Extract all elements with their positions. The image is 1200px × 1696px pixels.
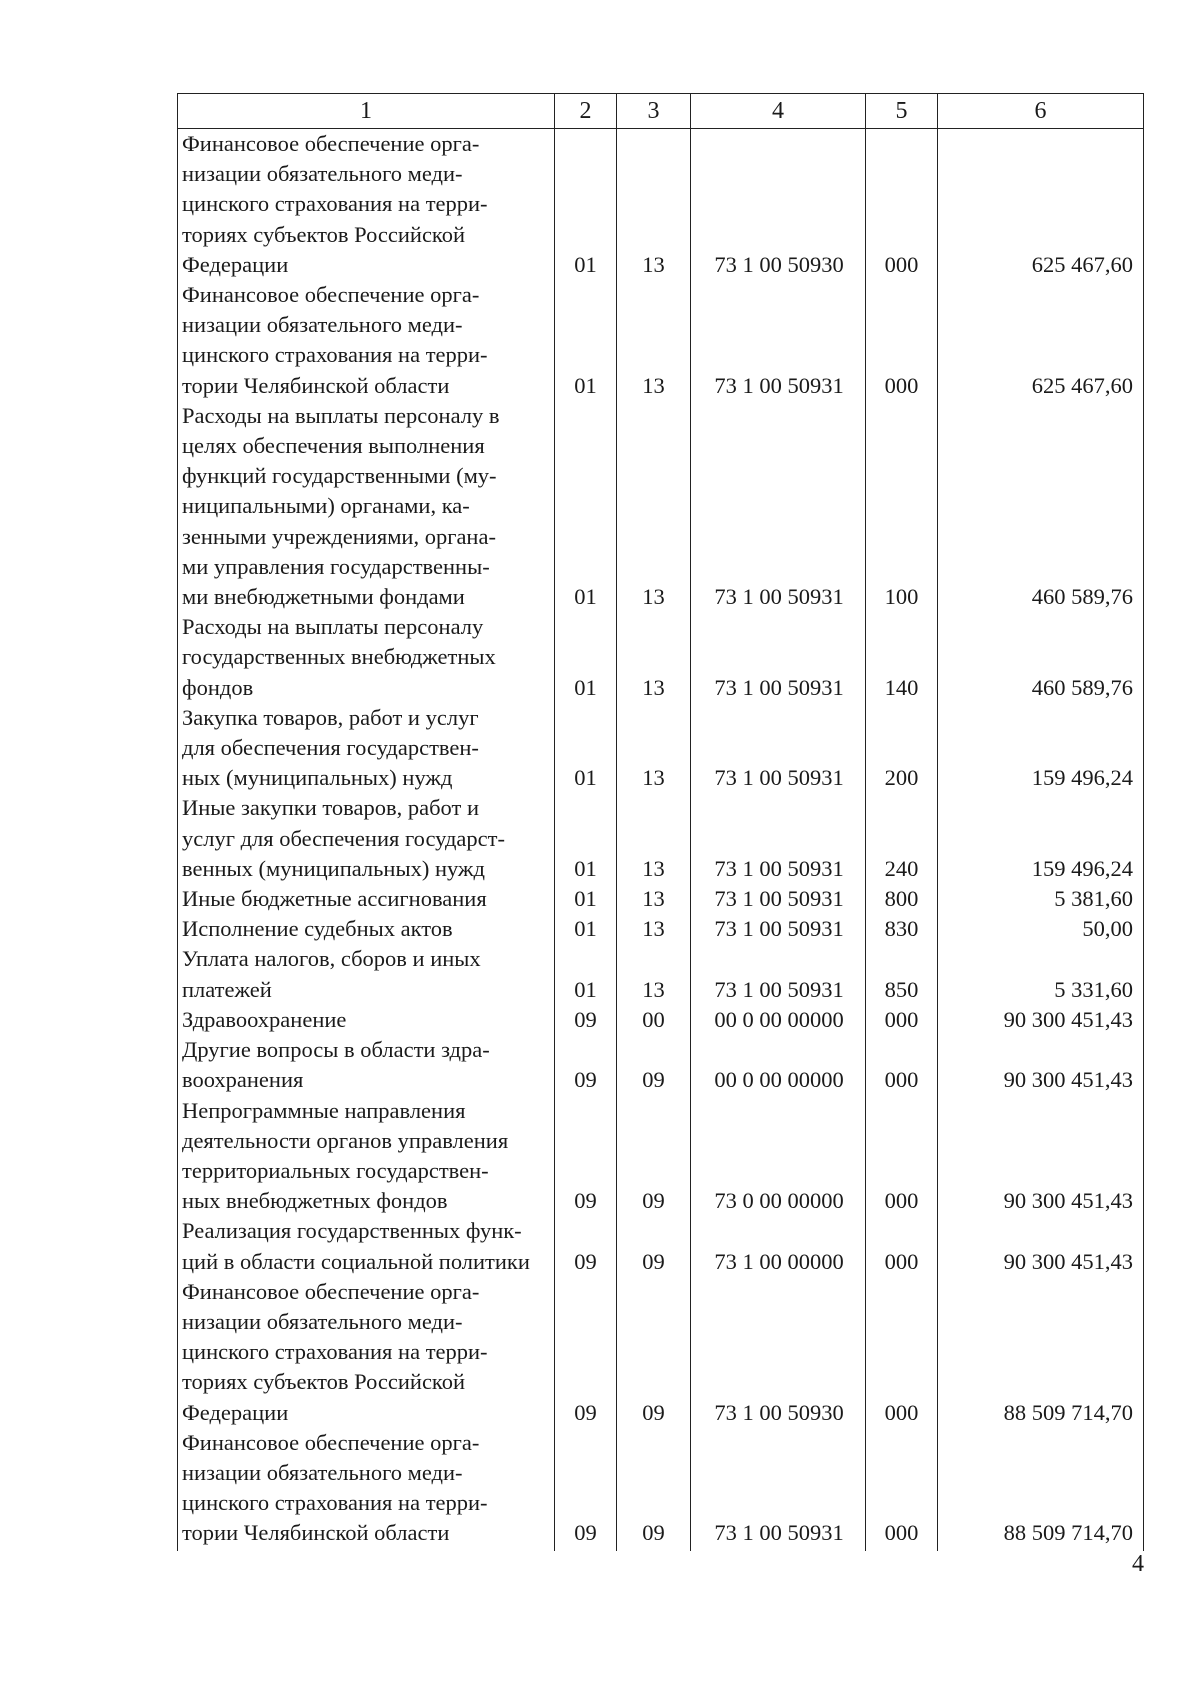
row-target-code: 73 1 00 50930 — [691, 1277, 866, 1428]
row-target-code: 73 1 00 50931 — [691, 914, 866, 944]
row-amount: 625 467,60 — [938, 129, 1144, 281]
row-expense-type: 830 — [866, 914, 938, 944]
row-subsection: 09 — [617, 1428, 691, 1551]
row-name: Расходы на выплаты персоналу государственных внебюджетных фондов — [178, 612, 555, 703]
row-section: 01 — [555, 944, 617, 1004]
row-section: 09 — [555, 1428, 617, 1551]
row-amount: 90 300 451,43 — [938, 1216, 1144, 1276]
table-row — [178, 1216, 1144, 1276]
row-section: 01 — [555, 914, 617, 944]
row-expense-type: 200 — [866, 703, 938, 794]
row-amount: 50,00 — [938, 914, 1144, 944]
row-section: 01 — [555, 703, 617, 794]
table-header-row — [178, 94, 1144, 129]
row-expense-type: 000 — [866, 1428, 938, 1551]
row-amount: 460 589,76 — [938, 612, 1144, 703]
row-section: 01 — [555, 401, 617, 612]
row-amount: 90 300 451,43 — [938, 1096, 1144, 1217]
row-subsection: 13 — [617, 884, 691, 914]
row-target-code: 73 1 00 00000 — [691, 1216, 866, 1276]
row-name: Уплата налогов, сборов и иных платежей — [178, 944, 555, 1004]
row-name: Финансовое обеспечение орга- низации обязательного меди- цинского страхования на терри- тории Челябинской области — [178, 280, 555, 401]
row-target-code: 73 1 00 50931 — [691, 280, 866, 401]
row-expense-type: 100 — [866, 401, 938, 612]
row-amount: 159 496,24 — [938, 703, 1144, 794]
row-expense-type: 850 — [866, 944, 938, 1004]
row-expense-type: 000 — [866, 1005, 938, 1035]
table-row — [178, 1096, 1144, 1217]
row-subsection: 09 — [617, 1216, 691, 1276]
row-subsection: 13 — [617, 944, 691, 1004]
column-header-4: 4 — [691, 94, 866, 129]
row-name: Иные закупки товаров, работ и услуг для обеспечения государст- венных (муниципальных) нужд — [178, 793, 555, 884]
row-target-code: 00 0 00 00000 — [691, 1005, 866, 1035]
row-expense-type: 240 — [866, 793, 938, 884]
row-target-code: 73 1 00 50931 — [691, 944, 866, 1004]
row-amount: 5 381,60 — [938, 884, 1144, 914]
table-row — [178, 793, 1144, 884]
row-subsection: 00 — [617, 1005, 691, 1035]
row-subsection: 13 — [617, 280, 691, 401]
table-row — [178, 1035, 1144, 1095]
table-row — [178, 612, 1144, 703]
column-header-1: 1 — [178, 94, 555, 129]
row-section: 01 — [555, 280, 617, 401]
row-amount: 5 331,60 — [938, 944, 1144, 1004]
table-row — [178, 944, 1144, 1004]
row-section: 09 — [555, 1035, 617, 1095]
row-target-code: 73 1 00 50931 — [691, 401, 866, 612]
row-name: Другие вопросы в области здра- воохранения — [178, 1035, 555, 1095]
row-name: Финансовое обеспечение орга- низации обязательного меди- цинского страхования на терри- ториях субъектов Российской Федерации — [178, 1277, 555, 1428]
row-target-code: 73 1 00 50931 — [691, 612, 866, 703]
table-row — [178, 703, 1144, 794]
table-row — [178, 1277, 1144, 1428]
table-row — [178, 129, 1144, 281]
row-name: Финансовое обеспечение орга- низации обязательного меди- цинского страхования на терри- ториях субъектов Российской Федерации — [178, 129, 555, 281]
row-subsection: 13 — [617, 612, 691, 703]
row-name: Исполнение судебных актов — [178, 914, 555, 944]
row-subsection: 09 — [617, 1035, 691, 1095]
row-expense-type: 800 — [866, 884, 938, 914]
row-name: Реализация государственных функ- ций в области социальной политики — [178, 1216, 555, 1276]
row-target-code: 73 1 00 50930 — [691, 129, 866, 281]
row-name: Закупка товаров, работ и услуг для обеспечения государствен- ных (муниципальных) нужд — [178, 703, 555, 794]
row-subsection: 09 — [617, 1096, 691, 1217]
row-amount: 159 496,24 — [938, 793, 1144, 884]
row-expense-type: 000 — [866, 1096, 938, 1217]
row-section: 09 — [555, 1005, 617, 1035]
row-target-code: 73 1 00 50931 — [691, 703, 866, 794]
row-name: Финансовое обеспечение орга- низации обязательного меди- цинского страхования на терри- тории Челябинской области — [178, 1428, 555, 1551]
page-number: 4 — [1132, 1551, 1144, 1577]
row-subsection: 13 — [617, 401, 691, 612]
row-amount: 90 300 451,43 — [938, 1035, 1144, 1095]
row-target-code: 00 0 00 00000 — [691, 1035, 866, 1095]
budget-table — [177, 93, 1144, 1551]
table-row — [178, 914, 1144, 944]
row-expense-type: 000 — [866, 1035, 938, 1095]
column-header-2: 2 — [555, 94, 617, 129]
row-amount: 460 589,76 — [938, 401, 1144, 612]
row-amount: 90 300 451,43 — [938, 1005, 1144, 1035]
row-amount: 625 467,60 — [938, 280, 1144, 401]
row-name: Здравоохранение — [178, 1005, 555, 1035]
row-name: Иные бюджетные ассигнования — [178, 884, 555, 914]
row-target-code: 73 1 00 50931 — [691, 1428, 866, 1551]
row-expense-type: 000 — [866, 280, 938, 401]
row-subsection: 13 — [617, 914, 691, 944]
row-subsection: 13 — [617, 703, 691, 794]
table-row — [178, 1428, 1144, 1551]
table-row — [178, 884, 1144, 914]
table-row — [178, 280, 1144, 401]
row-expense-type: 000 — [866, 1277, 938, 1428]
row-subsection: 09 — [617, 1277, 691, 1428]
column-header-6: 6 — [938, 94, 1144, 129]
row-target-code: 73 1 00 50931 — [691, 884, 866, 914]
row-amount: 88 509 714,70 — [938, 1428, 1144, 1551]
row-subsection: 13 — [617, 129, 691, 281]
row-section: 09 — [555, 1277, 617, 1428]
row-section: 01 — [555, 884, 617, 914]
table-row — [178, 1005, 1144, 1035]
column-header-3: 3 — [617, 94, 691, 129]
row-expense-type: 000 — [866, 1216, 938, 1276]
table-row — [178, 401, 1144, 612]
row-amount: 88 509 714,70 — [938, 1277, 1144, 1428]
row-section: 01 — [555, 793, 617, 884]
row-subsection: 13 — [617, 793, 691, 884]
row-expense-type: 000 — [866, 129, 938, 281]
row-name: Расходы на выплаты персоналу в целях обеспечения выполнения функций государственными (му- ниципальными) органами, ка- зенными учреждениями, органа- ми управления государственны- ми внебюджетными фондами — [178, 401, 555, 612]
row-section: 01 — [555, 129, 617, 281]
row-section: 09 — [555, 1216, 617, 1276]
budget-table-container — [177, 93, 1143, 1551]
row-section: 01 — [555, 612, 617, 703]
row-section: 09 — [555, 1096, 617, 1217]
row-target-code: 73 0 00 00000 — [691, 1096, 866, 1217]
row-expense-type: 140 — [866, 612, 938, 703]
row-name: Непрограммные направления деятельности органов управления территориальных государствен- ных внебюджетных фондов — [178, 1096, 555, 1217]
row-target-code: 73 1 00 50931 — [691, 793, 866, 884]
column-header-5: 5 — [866, 94, 938, 129]
